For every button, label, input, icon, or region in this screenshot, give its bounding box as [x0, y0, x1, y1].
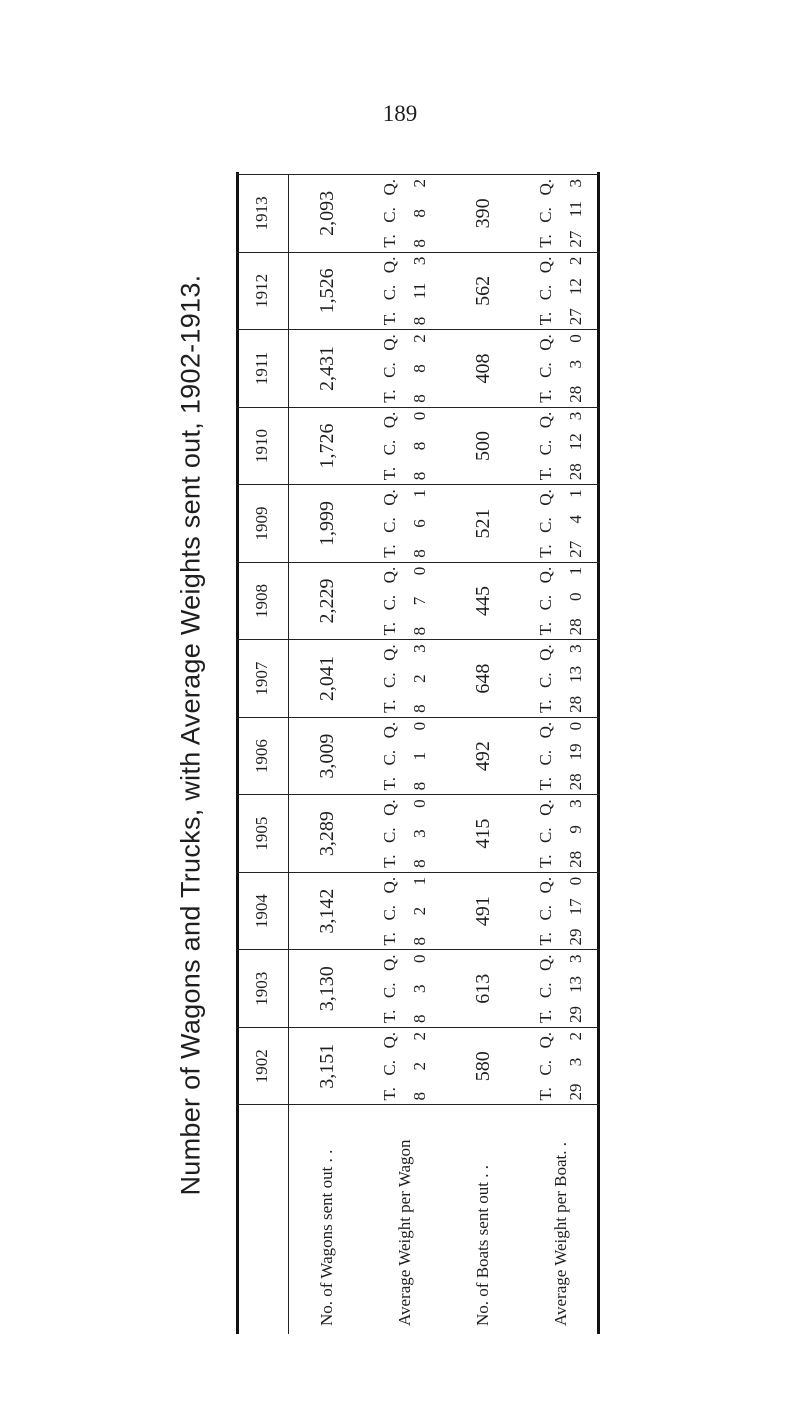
unit-label-c: C. — [380, 594, 399, 611]
wagons-count-cell: 3,009 — [288, 717, 366, 795]
weight-value-q: 2 — [410, 1031, 429, 1041]
weight-value-c: 17 — [566, 898, 585, 916]
unit-label-t: T. — [536, 1087, 555, 1101]
wagon-weight-cell — [366, 407, 444, 485]
unit-label-t: T. — [536, 466, 555, 481]
weight-value-q: 0 — [566, 876, 585, 886]
unit-label-t: T. — [380, 777, 399, 791]
boats-count-cell: 613 — [444, 950, 522, 1028]
unit-labels — [380, 1032, 400, 1101]
boat-weight-cell — [522, 872, 600, 950]
unit-label-c: C. — [536, 672, 555, 688]
row-label-ww: Average Weight per Wagon — [366, 1105, 444, 1334]
unit-label-q: Q. — [536, 334, 555, 351]
unit-label-t: T. — [536, 621, 555, 636]
weight-value-q: 1 — [566, 489, 585, 498]
unit-label-c: C. — [536, 207, 555, 223]
weight-value-q: 0 — [410, 721, 429, 731]
year-header-row — [236, 175, 288, 1335]
weight-value-t: 8 — [410, 394, 429, 403]
weight-value-q: 1 — [410, 489, 429, 498]
page-number: 189 — [382, 101, 418, 126]
weight-value-t: 8 — [410, 781, 429, 791]
unit-label-q: Q. — [536, 256, 555, 274]
weight-value-t: 8 — [410, 859, 429, 868]
weight-value-t: 27 — [566, 230, 585, 248]
wagon-weight-cell — [366, 252, 444, 330]
unit-labels — [380, 877, 400, 946]
unit-label-q: Q. — [380, 179, 399, 196]
boats-count-cell: 491 — [444, 872, 522, 950]
weight-value-t: 8 — [410, 239, 429, 248]
unit-label-t: T. — [380, 389, 399, 403]
unit-label-c: C. — [536, 749, 555, 766]
boats-count-cell: 562 — [444, 252, 522, 330]
unit-label-q: Q. — [536, 1031, 555, 1049]
unit-label-t: T. — [380, 621, 399, 636]
row-label-wagons: No. of Wagons sent out . . — [288, 1105, 366, 1334]
weight-value-q: 3 — [566, 411, 585, 421]
unit-label-t: T. — [536, 854, 555, 868]
weight-values — [410, 489, 430, 558]
unit-labels — [536, 722, 556, 791]
weight-value-q: 0 — [410, 411, 429, 421]
weight-value-q: 3 — [410, 644, 429, 653]
year-header: 1910 — [236, 407, 288, 485]
unit-labels — [380, 799, 400, 868]
boats-count-cell: 580 — [444, 1027, 522, 1105]
weight-value-t: 8 — [410, 936, 429, 946]
unit-label-c: C. — [536, 517, 555, 533]
weight-value-q: 0 — [566, 721, 585, 731]
unit-label-t: T. — [536, 932, 555, 946]
weight-values — [410, 644, 430, 713]
weight-value-t: 29 — [566, 1005, 585, 1023]
weight-values — [410, 722, 430, 791]
wagon-weight-cell — [366, 175, 444, 253]
unit-label-q: Q. — [380, 876, 399, 894]
unit-label-q: Q. — [536, 644, 555, 661]
wagon-weight-cell — [366, 795, 444, 873]
weight-values — [410, 799, 430, 868]
wagons-count-cell: 3,130 — [288, 950, 366, 1028]
unit-label-c: C. — [380, 1060, 399, 1076]
year-header: 1909 — [236, 485, 288, 563]
boats-count-cell: 492 — [444, 717, 522, 795]
boats-count-cell: 390 — [444, 175, 522, 253]
boat-weight-cell — [522, 640, 600, 718]
weight-value-t: 27 — [566, 308, 585, 326]
weight-value-c: 12 — [566, 278, 585, 296]
weight-value-t: 28 — [566, 695, 585, 713]
weight-value-t: 29 — [566, 928, 585, 946]
unit-label-t: T. — [380, 1087, 399, 1101]
weight-value-c: 3 — [566, 359, 585, 369]
boat-weight-cell — [522, 717, 600, 795]
weight-value-c: 13 — [566, 665, 585, 683]
unit-label-t: T. — [536, 389, 555, 403]
wagons-count-cell: 2,431 — [288, 330, 366, 408]
row-label-boats: No. of Boats sent out . . — [444, 1105, 522, 1334]
weight-values — [566, 567, 586, 636]
year-header: 1912 — [236, 252, 288, 330]
unit-label-c: C. — [380, 982, 399, 999]
boat-weight-cell — [522, 950, 600, 1028]
unit-label-q: Q. — [536, 799, 555, 816]
wagons-count-cell: 1,526 — [288, 252, 366, 330]
unit-labels — [536, 412, 556, 481]
weight-value-q: 3 — [566, 179, 585, 188]
boat-weight-cell — [522, 795, 600, 873]
weight-value-c: 3 — [566, 1057, 585, 1067]
weight-value-t: 27 — [566, 540, 585, 558]
boats-count-cell: 445 — [444, 562, 522, 640]
wagons-count-cell: 3,289 — [288, 795, 366, 873]
row-label-bw: Average Weight per Boat. . — [522, 1105, 600, 1334]
weight-value-c: 2 — [410, 1061, 429, 1071]
boat-weight-cell — [522, 562, 600, 640]
boat-weight-cell — [522, 485, 600, 563]
weight-value-c: 3 — [410, 829, 429, 838]
weight-value-q: 2 — [566, 1031, 585, 1041]
wagons-count-cell: 3,142 — [288, 872, 366, 950]
unit-label-c: C. — [380, 904, 399, 921]
weight-value-c: 4 — [566, 515, 585, 524]
unit-labels — [536, 954, 556, 1023]
weight-value-t: 8 — [410, 704, 429, 713]
year-header: 1908 — [236, 562, 288, 640]
wagon-weight-cell — [366, 330, 444, 408]
weight-values — [566, 644, 586, 713]
weight-value-q: 3 — [410, 256, 429, 266]
weight-value-q: 3 — [566, 954, 585, 963]
unit-labels — [380, 489, 400, 558]
weight-value-c: 2 — [410, 906, 429, 916]
weight-value-t: 28 — [566, 773, 585, 791]
unit-label-q: Q. — [380, 489, 399, 506]
boat-weight-cell — [522, 175, 600, 253]
weight-value-c: 7 — [410, 596, 429, 606]
weight-value-q: 1 — [410, 876, 429, 886]
year-header: 1905 — [236, 795, 288, 873]
unit-label-t: T. — [536, 777, 555, 791]
data-row-bw — [522, 175, 600, 1335]
weight-value-c: 0 — [566, 592, 585, 602]
boat-weight-cell — [522, 330, 600, 408]
boats-count-cell: 521 — [444, 485, 522, 563]
weight-value-t: 8 — [410, 1014, 429, 1023]
weight-value-c: 12 — [566, 433, 585, 451]
weight-values — [410, 257, 430, 326]
weight-values — [410, 179, 430, 248]
unit-label-c: C. — [380, 517, 399, 533]
weight-value-t: 8 — [410, 471, 429, 481]
unit-label-q: Q. — [536, 721, 555, 739]
weight-values — [566, 799, 586, 868]
unit-label-t: T. — [536, 1009, 555, 1023]
year-header: 1913 — [236, 175, 288, 253]
unit-label-t: T. — [536, 699, 555, 713]
weight-value-t: 28 — [566, 385, 585, 403]
wagons-count-cell: 1,999 — [288, 485, 366, 563]
unit-label-q: Q. — [380, 1031, 399, 1049]
wagon-weight-cell — [366, 640, 444, 718]
unit-label-q: Q. — [536, 489, 555, 506]
unit-label-t: T. — [380, 466, 399, 481]
unit-labels — [380, 567, 400, 636]
weight-value-q: 3 — [566, 799, 585, 808]
weight-values — [566, 489, 586, 558]
weight-value-c: 3 — [410, 984, 429, 993]
weight-values — [566, 412, 586, 481]
unit-label-t: T. — [536, 311, 555, 326]
unit-label-c: C. — [536, 1060, 555, 1076]
unit-labels — [536, 179, 556, 248]
table-title: Number of Wagons and Trucks, with Average Weights sent out, 1902-1913. — [175, 274, 206, 1196]
unit-label-t: T. — [380, 544, 399, 558]
weight-values — [566, 722, 586, 791]
year-header: 1904 — [236, 872, 288, 950]
unit-label-c: C. — [536, 904, 555, 921]
weight-value-c: 13 — [566, 975, 585, 993]
wagon-weight-cell — [366, 485, 444, 563]
unit-label-c: C. — [380, 827, 399, 844]
weight-value-c: 19 — [566, 743, 585, 761]
year-header: 1907 — [236, 640, 288, 718]
weight-values — [566, 334, 586, 403]
weight-value-q: 3 — [566, 644, 585, 653]
unit-label-t: T. — [380, 699, 399, 713]
boat-weight-cell — [522, 252, 600, 330]
weight-value-q: 0 — [566, 334, 585, 343]
weight-values — [410, 954, 430, 1023]
unit-label-q: Q. — [536, 411, 555, 429]
weight-value-c: 2 — [410, 674, 429, 683]
unit-label-c: C. — [536, 827, 555, 844]
data-row-boats — [444, 175, 522, 1335]
unit-label-q: Q. — [380, 721, 399, 739]
weight-values — [566, 179, 586, 248]
boat-weight-cell — [522, 407, 600, 485]
year-header: 1911 — [236, 330, 288, 408]
weight-value-c: 8 — [410, 441, 429, 451]
weight-values — [410, 567, 430, 636]
weight-value-q: 0 — [410, 954, 429, 963]
unit-label-c: C. — [380, 672, 399, 688]
unit-label-q: Q. — [536, 954, 555, 971]
weight-value-t: 8 — [410, 549, 429, 558]
unit-labels — [536, 567, 556, 636]
weight-value-q: 1 — [566, 566, 585, 576]
unit-labels — [380, 334, 400, 403]
weight-value-t: 8 — [410, 1092, 429, 1101]
unit-label-c: C. — [380, 284, 399, 301]
weight-value-c: 11 — [566, 200, 585, 218]
unit-labels — [380, 412, 400, 481]
unit-labels — [380, 257, 400, 326]
unit-label-q: Q. — [380, 799, 399, 816]
wagon-weight-cell — [366, 717, 444, 795]
unit-labels — [380, 954, 400, 1023]
boat-weight-cell — [522, 1027, 600, 1105]
weight-value-q: 0 — [410, 799, 429, 808]
data-row-wagons — [288, 175, 366, 1335]
weight-value-t: 8 — [410, 626, 429, 636]
unit-label-c: C. — [380, 207, 399, 223]
weight-value-c: 8 — [410, 209, 429, 218]
boats-count-cell: 408 — [444, 330, 522, 408]
weight-value-c: 1 — [410, 751, 429, 761]
weight-value-c: 11 — [410, 282, 429, 300]
weight-values — [566, 257, 586, 326]
unit-label-c: C. — [536, 982, 555, 999]
unit-label-t: T. — [380, 1009, 399, 1023]
unit-labels — [536, 799, 556, 868]
weight-value-c: 8 — [410, 364, 429, 373]
weight-value-c: 9 — [566, 825, 585, 834]
unit-label-q: Q. — [380, 566, 399, 584]
unit-label-q: Q. — [380, 411, 399, 429]
unit-labels — [536, 644, 556, 713]
unit-label-q: Q. — [380, 256, 399, 274]
year-header: 1902 — [236, 1027, 288, 1105]
unit-label-q: Q. — [536, 179, 555, 196]
unit-labels — [380, 644, 400, 713]
wagon-weight-cell — [366, 1027, 444, 1105]
unit-label-c: C. — [380, 749, 399, 766]
unit-labels — [536, 334, 556, 403]
wagons-count-cell: 2,229 — [288, 562, 366, 640]
unit-label-t: T. — [536, 544, 555, 558]
unit-label-c: C. — [380, 362, 399, 378]
weight-value-t: 29 — [566, 1083, 585, 1101]
wagons-count-cell: 2,093 — [288, 175, 366, 253]
unit-label-t: T. — [380, 234, 399, 248]
unit-label-q: Q. — [380, 334, 399, 351]
weight-value-q: 0 — [410, 566, 429, 576]
unit-label-c: C. — [536, 362, 555, 378]
boats-count-cell: 500 — [444, 407, 522, 485]
unit-labels — [536, 877, 556, 946]
unit-label-c: C. — [380, 439, 399, 456]
weight-values — [566, 877, 586, 946]
wagons-count-cell: 3,151 — [288, 1027, 366, 1105]
unit-label-q: Q. — [380, 954, 399, 971]
wagons-trucks-table — [236, 174, 600, 1334]
wagon-weight-cell — [366, 950, 444, 1028]
year-header: 1906 — [236, 717, 288, 795]
unit-labels — [536, 489, 556, 558]
weight-value-q: 2 — [566, 256, 585, 266]
weight-value-q: 2 — [410, 179, 429, 188]
unit-label-t: T. — [380, 932, 399, 946]
weight-value-t: 28 — [566, 850, 585, 868]
unit-labels — [536, 257, 556, 326]
unit-label-q: Q. — [380, 644, 399, 661]
unit-label-c: C. — [536, 439, 555, 456]
weight-values — [410, 1032, 430, 1101]
data-row-ww — [366, 175, 444, 1335]
year-header: 1903 — [236, 950, 288, 1028]
weight-value-q: 2 — [410, 334, 429, 343]
weight-value-t: 28 — [566, 618, 585, 636]
weight-values — [410, 412, 430, 481]
weight-value-t: 8 — [410, 316, 429, 326]
wagon-weight-cell — [366, 872, 444, 950]
boats-count-cell: 415 — [444, 795, 522, 873]
unit-label-t: T. — [380, 311, 399, 326]
unit-label-t: T. — [536, 234, 555, 248]
weight-values — [566, 954, 586, 1023]
wagons-count-cell: 1,726 — [288, 407, 366, 485]
unit-labels — [536, 1032, 556, 1101]
unit-label-q: Q. — [536, 566, 555, 584]
weight-values — [410, 334, 430, 403]
unit-labels — [380, 179, 400, 248]
weight-value-t: 28 — [566, 463, 585, 481]
unit-label-c: C. — [536, 284, 555, 301]
weight-values — [410, 877, 430, 946]
unit-label-t: T. — [380, 854, 399, 868]
wagons-count-cell: 2,041 — [288, 640, 366, 718]
wagon-weight-cell — [366, 562, 444, 640]
unit-label-q: Q. — [536, 876, 555, 894]
corner-cell — [236, 1105, 288, 1334]
unit-labels — [380, 722, 400, 791]
weight-value-c: 6 — [410, 519, 429, 528]
weight-values — [566, 1032, 586, 1101]
boats-count-cell: 648 — [444, 640, 522, 718]
rotated-table-container — [236, 174, 600, 1334]
unit-label-c: C. — [536, 594, 555, 611]
